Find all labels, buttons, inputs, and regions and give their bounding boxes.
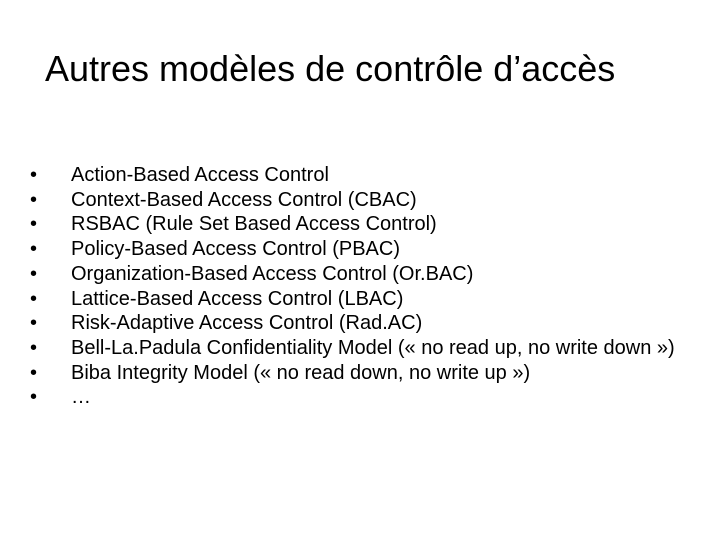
bullet-icon: •: [30, 386, 38, 409]
bullet-icon: •: [30, 188, 38, 211]
list-item: [30, 188, 690, 213]
list-item: [30, 237, 690, 262]
list-item-text: Risk-Adaptive Access Control (Rad.AC): [71, 312, 423, 335]
bullet-icon: •: [30, 336, 38, 359]
bullet-icon: •: [30, 213, 38, 236]
list-item: [30, 385, 690, 410]
list-item: [30, 163, 690, 188]
bullet-icon: •: [30, 238, 38, 261]
list-item: [30, 336, 690, 361]
list-item-text: …: [71, 386, 91, 409]
list-item-text: Organization-Based Access Control (Or.BAC): [71, 262, 474, 285]
list-item-text: Action-Based Access Control: [71, 164, 329, 186]
list-item: [30, 287, 690, 312]
bullet-icon: •: [30, 164, 38, 186]
list-item: [30, 262, 690, 287]
list-item-text: Policy-Based Access Control (PBAC): [71, 238, 401, 261]
list-item: [30, 212, 690, 237]
list-item: [30, 361, 690, 386]
list-item-text: Context-Based Access Control (CBAC): [71, 188, 417, 211]
list-item-text: RSBAC (Rule Set Based Access Control): [71, 213, 437, 236]
list-item: [30, 311, 690, 336]
list-item-text: Biba Integrity Model (« no read down, no write up »): [71, 361, 531, 384]
bullet-icon: •: [30, 287, 38, 310]
bullet-list: [30, 163, 690, 410]
bullet-icon: •: [30, 312, 38, 335]
bullet-icon: •: [30, 361, 38, 384]
list-item-text: Lattice-Based Access Control (LBAC): [71, 287, 404, 310]
slide-title: Autres modèles de contrôle d’accès: [45, 48, 616, 89]
list-item-text: Bell-La.Padula Confidentiality Model (« no read up, no write down »): [71, 336, 675, 359]
bullet-icon: •: [30, 262, 38, 285]
